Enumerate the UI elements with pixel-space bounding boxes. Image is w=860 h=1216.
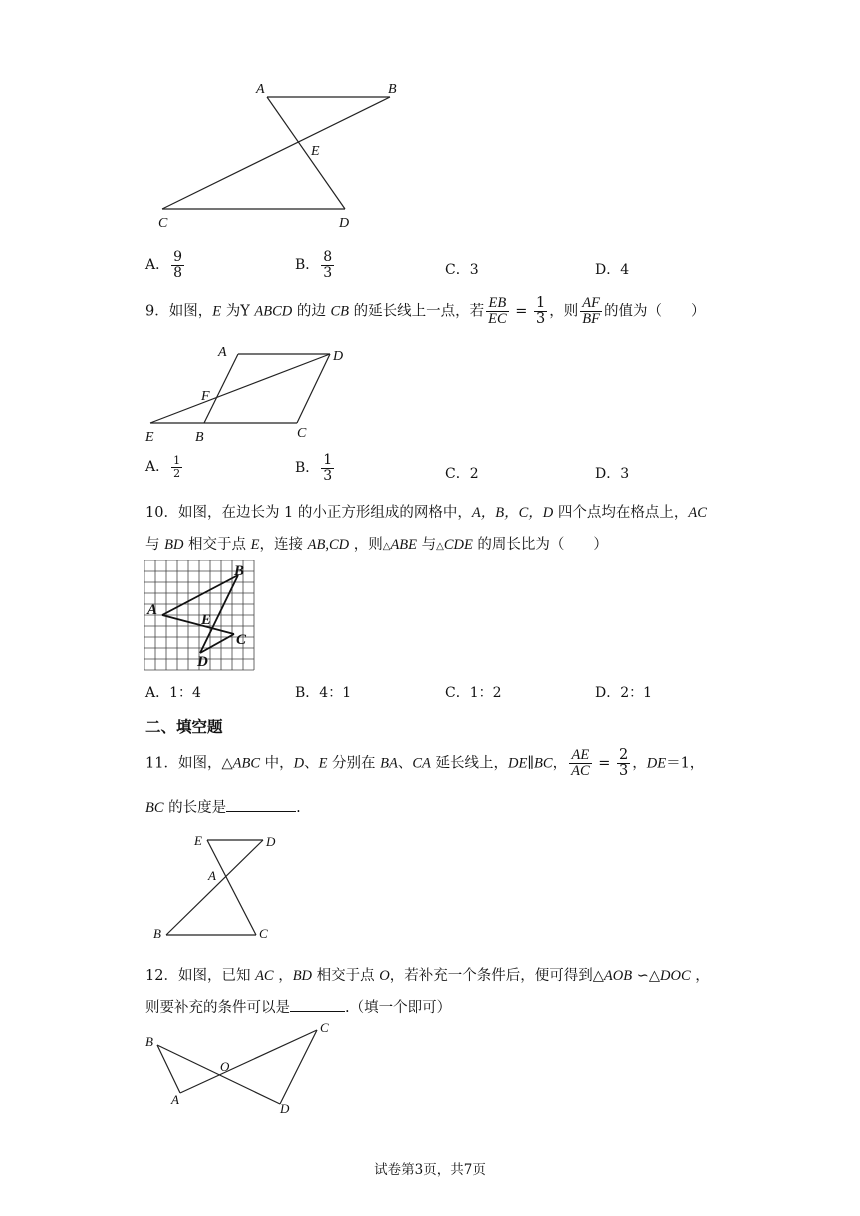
question-12-line-2: 则要补充的条件可以是 .（填一个即可） [145,1000,452,1016]
question-11-line-1: 11．如图，△ABC 中，D、E 分别在 BA、CA 延长线上，DE∥BC， $\frac{AE}{AC}$ = $\frac{2}{3}$ ，DE＝1， [145,747,705,780]
label-c: C [158,216,168,231]
label-a: A [208,868,216,883]
segment-ab [162,575,238,615]
label-a: A [256,82,265,97]
figure-q11 [145,828,285,943]
label-e: E [311,144,320,159]
label-b: B [195,430,204,445]
label-d: D [266,834,276,849]
label-a: A [147,602,158,618]
q9-option-b[interactable]: B． $\frac{1}{3}$ [295,452,333,484]
segment-ed [150,354,330,423]
label-b: B [388,82,397,97]
segment-ad [267,97,345,209]
section-heading-fill-in: 二、填空题 [145,718,223,736]
label-c: C [297,426,307,441]
label-d: D [280,1101,290,1116]
q10-option-c[interactable]: C．1：2 [445,685,502,701]
label-d: D [333,349,344,364]
label-a: A [171,1092,179,1107]
q9-option-a[interactable]: A． $\frac{1}{2}$ [145,454,181,480]
q9-option-c[interactable]: C．2 [445,466,479,482]
label-o: O [220,1059,230,1074]
label-a: A [218,345,227,360]
figure-q12 [140,1020,350,1120]
label-e: E [194,833,202,848]
figure-q8 [140,75,420,235]
question-12-line-1: 12．如图，已知 AC ，BD 相交于点 O，若补充一个条件后，便可得到△AOB ∽△DOC ， [145,968,710,984]
question-11-line-2: BC 的长度是 . [145,800,301,816]
q9-option-d[interactable]: D．3 [595,466,630,482]
label-e: E [145,430,154,445]
segment-ac [162,615,234,634]
figure-q9 [140,340,370,448]
segment-cd [280,1030,317,1104]
label-b: B [234,563,245,579]
q10-option-b[interactable]: B．4：1 [295,685,352,701]
q8-option-a[interactable]: A． $\frac{9}{8}$ [145,249,183,281]
figure-q10-grid [144,560,256,672]
label-d: D [197,654,208,670]
segment-bc [162,97,390,209]
label-b: B [145,1034,153,1049]
answer-blank[interactable] [290,999,345,1012]
label-b: B [153,926,161,941]
question-10-line-2: 与 BD 相交于点 E，连接 AB,CD ，则△ABE 与△CDE 的周长比为（ ） [145,537,608,553]
page-footer: 试卷第3页，共7页 [374,1162,486,1178]
q8-option-c[interactable]: C．3 [445,262,479,278]
question-9: 9．如图，E 为Y ABCD 的边 CB 的延长线上一点，若 $\frac{EB}{EC}$ = $\frac{1}{3}$ ，则 $\frac{AF}{BF}$ 的值为（ ） [145,295,706,328]
question-10-line-1: 10．如图，在边长为 1 的小正方形组成的网格中，A，B，C，D 四个点均在格点上，AC [145,505,707,521]
label-d: D [339,216,350,231]
q8-option-b[interactable]: B． $\frac{8}{3}$ [295,249,333,281]
q8-option-d[interactable]: D．4 [595,262,630,278]
label-c: C [320,1020,329,1035]
q10-option-d[interactable]: D．2：1 [595,685,653,701]
segment-ba [157,1045,180,1093]
answer-blank[interactable] [226,799,296,812]
q10-option-a[interactable]: A．1：4 [145,685,201,701]
label-c: C [259,926,268,941]
segment-ac [180,1030,317,1093]
label-c: C [236,632,247,648]
label-e: E [201,612,212,628]
label-f: F [201,389,210,404]
